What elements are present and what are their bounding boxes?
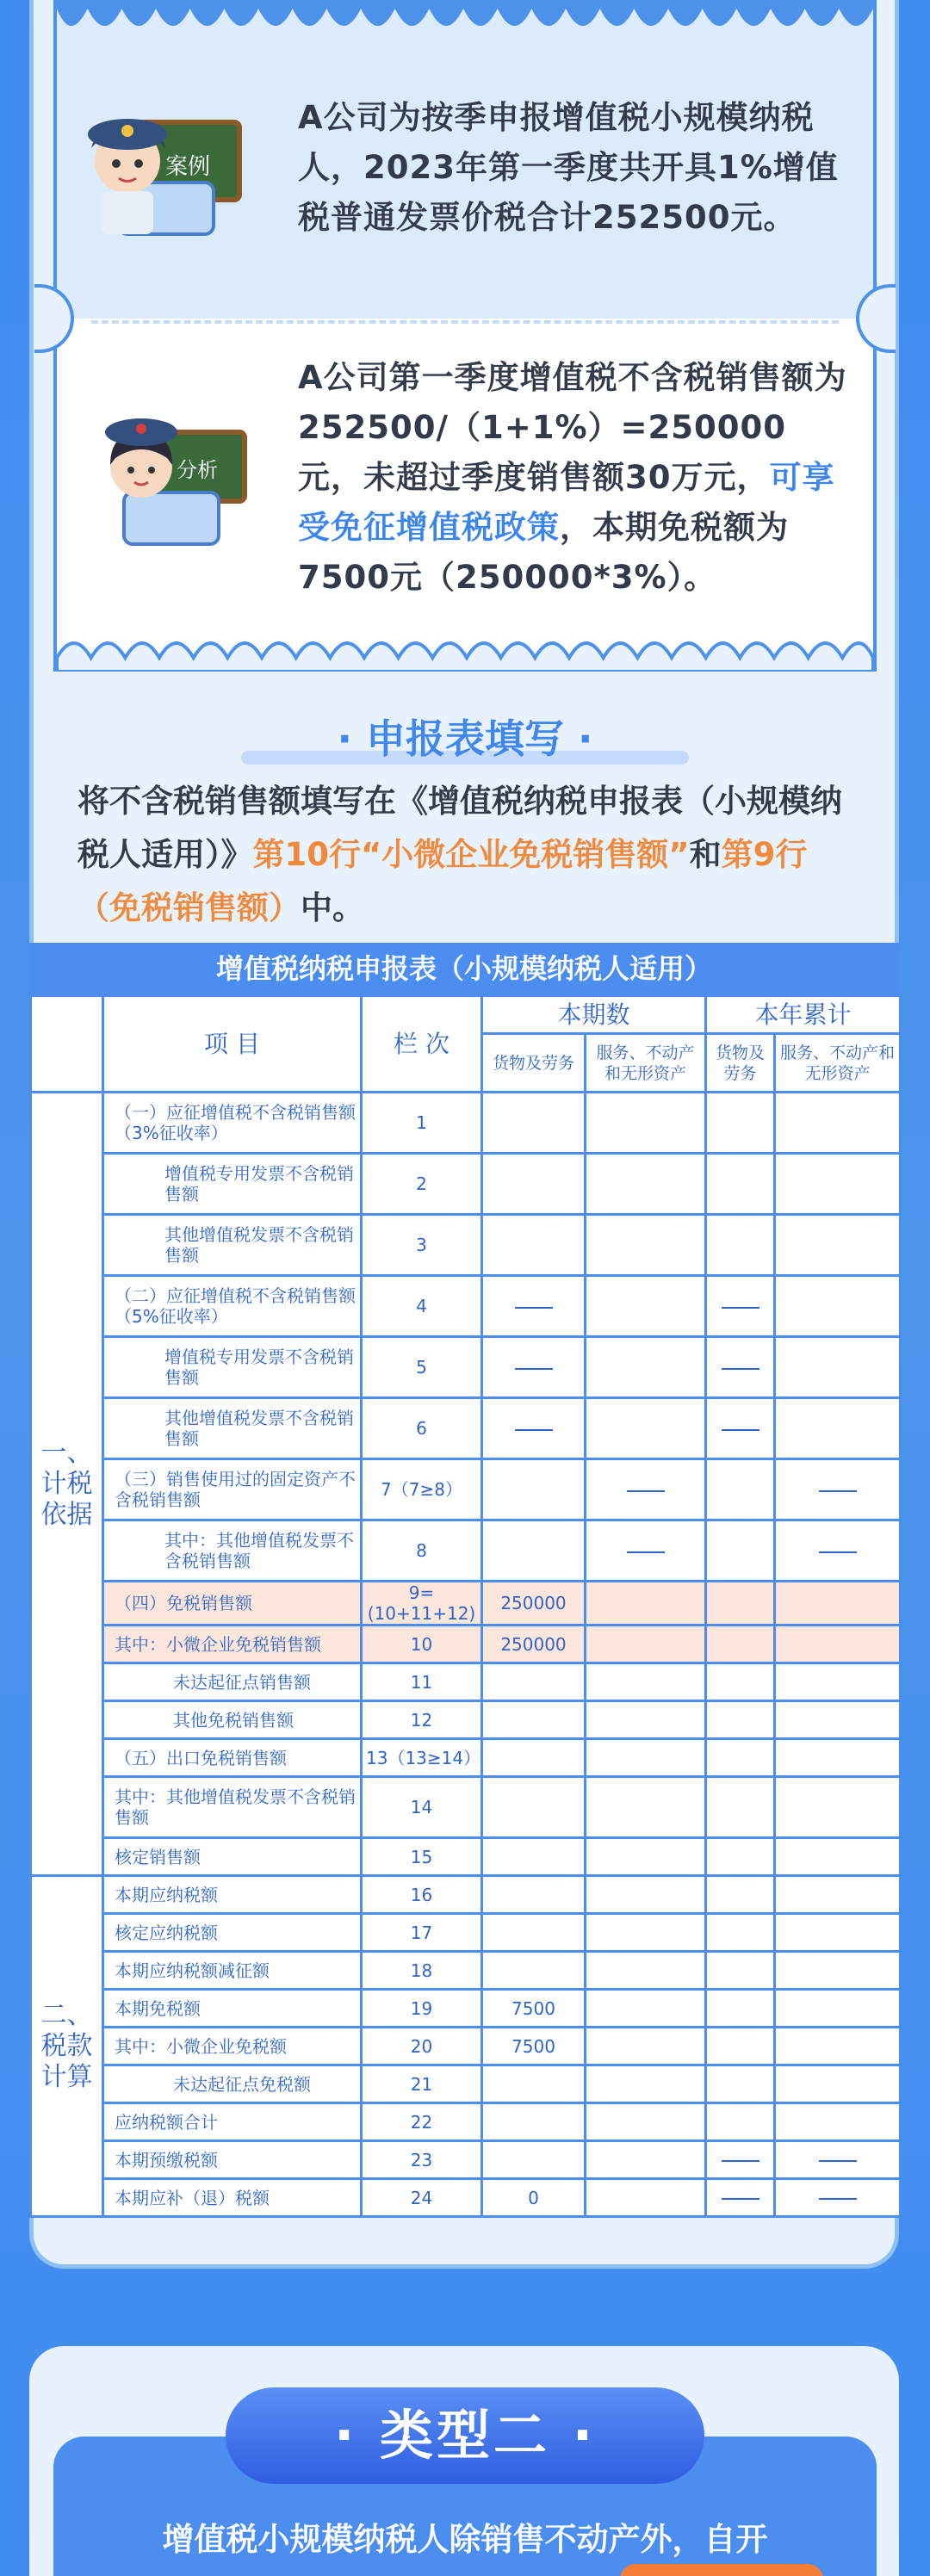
row-item-exempt-sales: （四）免税销售额 <box>103 1582 362 1625</box>
intro-highlight-row9: 第9行（免税销售额） <box>78 836 808 926</box>
intro-part1: 将不含税销售额填写在《增值税纳税申报表（小规模纳税人适用）》 <box>78 783 842 873</box>
row-col: 1 <box>362 1093 482 1154</box>
header-ytd: 本年累计 <box>706 996 901 1034</box>
row-item-small-micro-exempt: 其中：小微企业免税销售额 <box>103 1625 362 1663</box>
analysis-description <box>298 353 849 603</box>
dash-mark <box>819 1551 857 1553</box>
dash-mark <box>515 1429 553 1431</box>
row-col: 22 <box>362 2103 482 2141</box>
section-heading: · 申报表填写 · <box>337 715 593 762</box>
header-col: 栏 次 <box>362 996 482 1093</box>
side-label-tax-basis: 一、计税依据 <box>31 1093 103 1876</box>
row-item: 本期应补（退）税额 <box>103 2179 362 2217</box>
row-col: 13（13≥14） <box>362 1739 482 1777</box>
row-col: 6 <box>362 1398 482 1459</box>
scallop-top-border <box>57 0 873 52</box>
side-label-tax-calc: 二、税款计算 <box>31 1876 103 2217</box>
row-item: 核定销售额 <box>103 1838 362 1876</box>
row-item: （三）销售使用过的固定资产不含税销售额 <box>103 1459 362 1520</box>
dash-mark <box>722 2198 760 2200</box>
analysis-highlight: 可享受免征增值税政策 <box>298 459 835 546</box>
row-col: 15 <box>362 1838 482 1876</box>
divider-dashed <box>91 320 839 324</box>
row-item: 增值税专用发票不含税销售额 <box>103 1154 362 1215</box>
dash-mark <box>722 1429 760 1431</box>
row-item: 应纳税额合计 <box>103 2103 362 2141</box>
intro-text <box>78 775 861 935</box>
row-col: 21 <box>362 2065 482 2103</box>
dash-mark <box>627 1490 665 1492</box>
dash-mark <box>819 1490 857 1492</box>
row-col: 24 <box>362 2179 482 2217</box>
analysis-text-part1: A公司第一季度增值税不含税销售额为252500/（1+1%）=250000元，未超过季度销售额30万元， <box>298 359 847 496</box>
dash-mark <box>515 1368 553 1370</box>
row-col: 7（7≥8） <box>362 1459 482 1520</box>
orange-tab <box>620 2564 823 2576</box>
row-col: 9=(10+11+12) <box>362 1582 482 1625</box>
row-item: 其中：其他增值税发票不含税销售额 <box>103 1777 362 1838</box>
row-item: 其中：小微企业免税额 <box>103 2028 362 2065</box>
header-item: 项 目 <box>103 996 362 1093</box>
type2-pill: · 类型二 · <box>226 2387 704 2484</box>
intro-part3: 中。 <box>301 889 364 926</box>
table-title: 增值税纳税申报表（小规模纳税人适用） <box>29 943 899 994</box>
dash-mark <box>722 1307 760 1309</box>
row-value <box>482 1093 586 1154</box>
row-item: 其他增值税发票不含税销售额 <box>103 1215 362 1276</box>
row-col: 2 <box>362 1154 482 1215</box>
row-item: 本期应纳税额 <box>103 1876 362 1914</box>
row-value: 250000 <box>482 1625 586 1663</box>
row-item: 本期应纳税额减征额 <box>103 1952 362 1990</box>
dash-mark <box>722 2160 760 2162</box>
row-col: 5 <box>362 1337 482 1398</box>
case-panel <box>53 0 877 672</box>
analysis-text-part2: ，本期免税额为7500元（250000*3%）。 <box>298 509 789 596</box>
row-col: 10 <box>362 1625 482 1663</box>
case-description: A公司为按季申报增值税小规模纳税人，2023年第一季度共开具1%增值税普通发票价税合计252500元。 <box>298 99 839 236</box>
dash-mark <box>819 2160 857 2162</box>
row-value: 250000 <box>482 1582 586 1625</box>
header-services: 服务、不动产和无形资产 <box>586 1034 706 1093</box>
mascot-case-icon <box>76 96 248 251</box>
header-goods-ytd: 货物及劳务 <box>706 1034 775 1093</box>
row-item: 其他增值税发票不含税销售额 <box>103 1398 362 1459</box>
row-value: 7500 <box>482 1990 586 2028</box>
row-col: 12 <box>362 1701 482 1739</box>
intro-highlight-row10: 第10行“小微企业免税销售额” <box>252 836 690 873</box>
case-badge-text: 案例 <box>164 154 211 180</box>
row-col: 20 <box>362 2028 482 2065</box>
row-col: 11 <box>362 1663 482 1701</box>
header-blank <box>31 996 103 1093</box>
row-item: 本期免税额 <box>103 1990 362 2028</box>
dash-mark <box>627 1551 665 1553</box>
type2-text: 增值税小规模纳税人除销售不动产外，自开 <box>162 2521 768 2558</box>
dash-mark <box>819 2198 857 2200</box>
row-item: 本期预缴税额 <box>103 2141 362 2179</box>
header-goods: 货物及劳务 <box>482 1034 586 1093</box>
row-item: 未达起征点免税额 <box>103 2065 362 2103</box>
row-item: （五）出口免税销售额 <box>103 1739 362 1777</box>
row-value: 0 <box>482 2179 586 2217</box>
header-current: 本期数 <box>482 996 706 1034</box>
row-col: 3 <box>362 1215 482 1276</box>
header-services-ytd: 服务、不动产和无形资产 <box>775 1034 901 1093</box>
row-col: 17 <box>362 1914 482 1952</box>
row-item: 核定应纳税额 <box>103 1914 362 1952</box>
mascot-analysis-icon <box>90 398 262 553</box>
row-col: 18 <box>362 1952 482 1990</box>
row-col: 4 <box>362 1276 482 1337</box>
row-col: 16 <box>362 1876 482 1914</box>
tax-table-grid <box>29 994 902 2218</box>
row-item: （一）应征增值税不含税销售额（3%征收率） <box>103 1093 362 1154</box>
row-col: 23 <box>362 2141 482 2179</box>
dash-mark <box>515 1307 553 1309</box>
row-col: 19 <box>362 1990 482 2028</box>
scallop-bottom-border <box>57 629 873 672</box>
row-item: 其中：其他增值税发票不含税销售额 <box>103 1520 362 1582</box>
row-item: 未达起征点销售额 <box>103 1663 362 1701</box>
row-col: 8 <box>362 1520 482 1582</box>
tax-return-table <box>29 943 899 2218</box>
row-item: （二）应征增值税不含税销售额（5%征收率） <box>103 1276 362 1337</box>
dash-mark <box>722 1368 760 1370</box>
row-col: 14 <box>362 1777 482 1838</box>
intro-part2: 和 <box>689 836 722 873</box>
row-item: 其他免税销售额 <box>103 1701 362 1739</box>
analysis-badge-text: 分析 <box>177 458 218 482</box>
row-value: 7500 <box>482 2028 586 2065</box>
row-item: 增值税专用发票不含税销售额 <box>103 1337 362 1398</box>
